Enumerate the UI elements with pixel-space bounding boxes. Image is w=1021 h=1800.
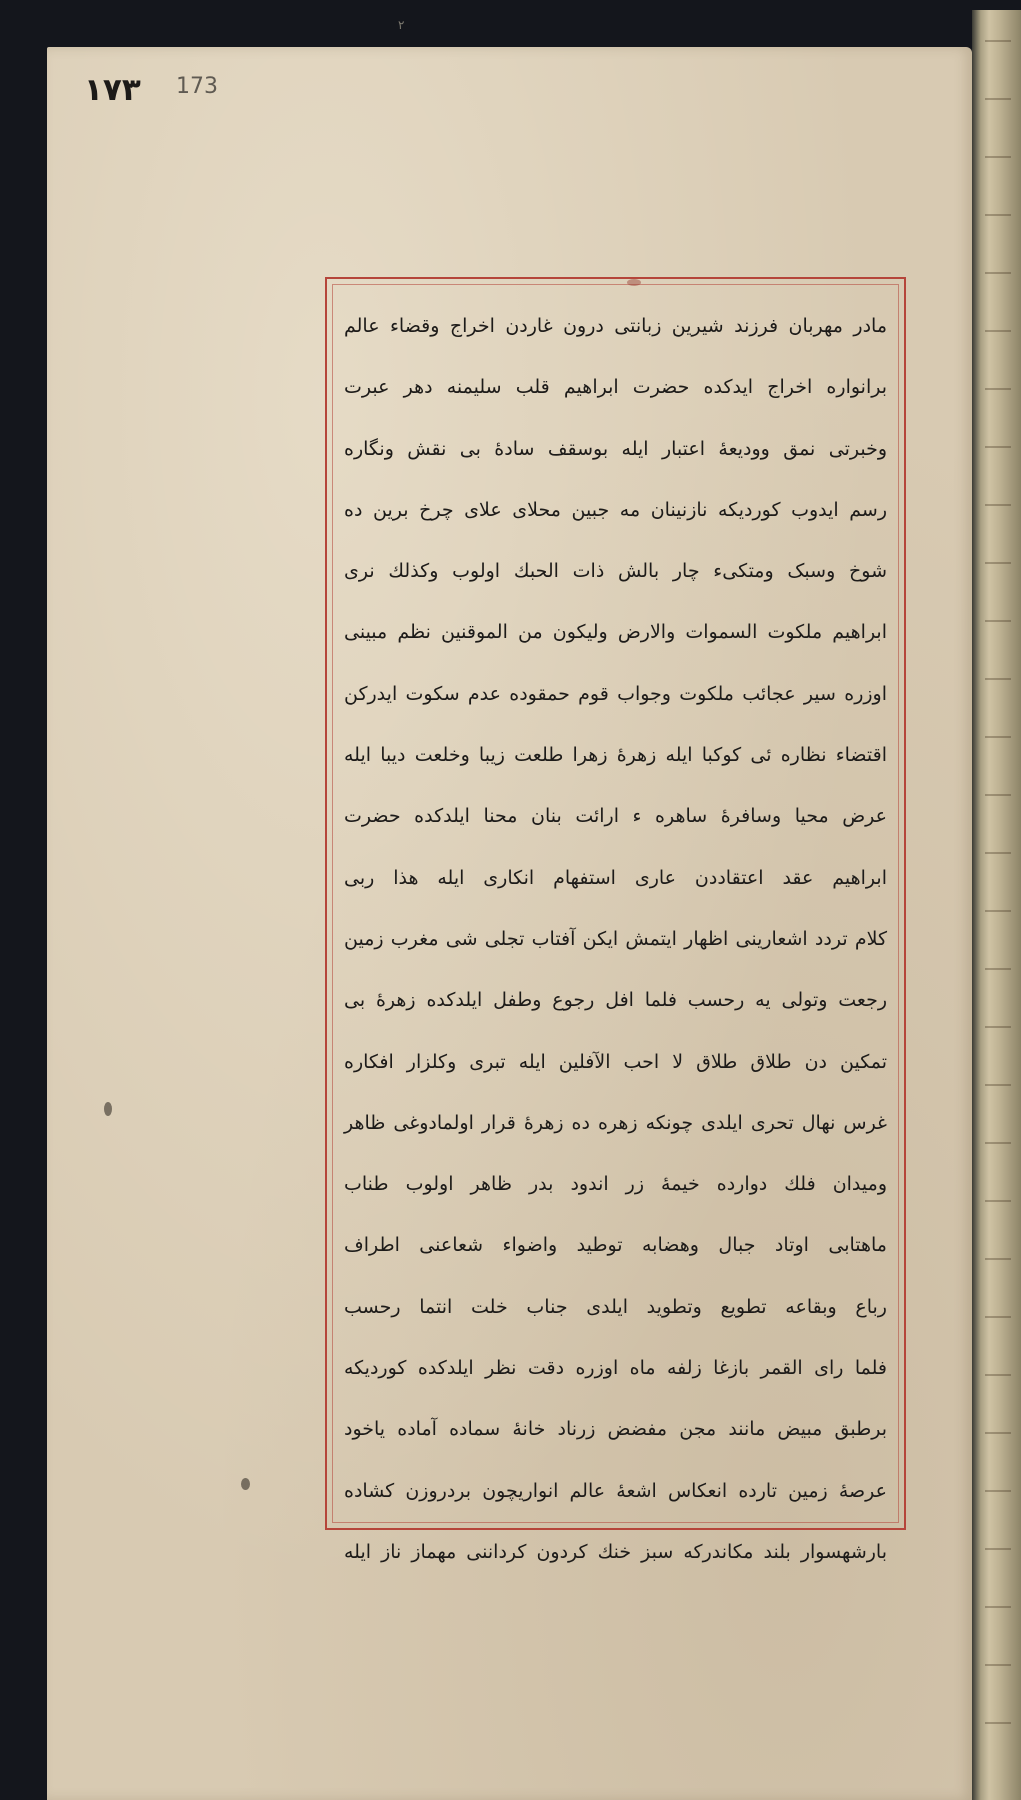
folio-number-ink: ١٧٣ xyxy=(84,72,141,108)
folio-number-pencil: 173 xyxy=(176,74,218,99)
text-line: عرصۀ زمین تارده انعکاس اشعۀ عالم انواریچون بردروزن کشاده xyxy=(344,1479,887,1502)
text-line: اوزره سیر عجائب ملکوت وجواب قوم حمقوده عدم سکوت ایدرکن xyxy=(344,682,887,705)
ink-blot xyxy=(627,279,641,286)
text-line: ماهتابی اوتاد جبال وهضابه توطید واضواء شعاعنی اطراف xyxy=(344,1234,887,1257)
text-line: عرض محیا وسافرۀ ساهره ء ارائت بنان محنا ایلدکده حضرت xyxy=(344,805,887,828)
text-line: شوخ وسبک ومتکیء چار بالش ذات الحبك اولوب وکذلك نری xyxy=(344,560,887,583)
adjacent-page-text-lines xyxy=(985,40,1011,1780)
ink-blot xyxy=(104,1102,112,1116)
text-block xyxy=(334,296,897,1583)
text-line: برانواره اخراج ایدکده حضرت ابراهیم قلب سلیمنه دهر عبرت xyxy=(344,376,887,399)
text-line: اقتضاء نظاره ئی کوکبا ایله زهرۀ زهرا طلعت زیبا وخلعت دیبا ایله xyxy=(344,744,887,767)
text-line: ابراهیم عقد اعتقاددن عاری استفهام انکاری ایله هذا ربی xyxy=(344,866,887,889)
text-line: رجعت وتولی یه رحسب فلما افل رجوع وطفل ایلدکده زهرۀ بی xyxy=(344,989,887,1012)
text-line: ابراهیم ملکوت السموات والارض ولیکون من الموقنین نظم مبینی xyxy=(344,621,887,644)
text-line: بارشهسوار بلند مکاندرکه سبز خنك کردون کرداننی مهماز ناز ایله xyxy=(344,1540,887,1563)
text-line: فلما رای القمر بازغا زلفه ماه اوزره دقت نظر ایلدکده کوردیکه xyxy=(344,1357,887,1380)
text-line: تمکین دن طلاق طلاق لا احب الآفلین ایله تبری وکلزار افکاره xyxy=(344,1050,887,1073)
text-line: مادر مهربان فرزند شیرین زبانتی درون غاردن اخراج وقضاء عالم xyxy=(344,315,887,337)
text-line: کلام تردد اشعارینی اظهار ایتمش ایکن آفتاب تجلی شی مغرب زمین xyxy=(344,927,887,950)
text-line: غرس نهال تحری ایلدی چونکه زهره ده زهرۀ قرار اولمادوغی ظاهر xyxy=(344,1111,887,1134)
text-line: رسم ایدوب کوردیکه نازنینان مه جبین محلای علای چرخ برین ده xyxy=(344,498,887,521)
top-mark: ٢ xyxy=(398,18,405,32)
adjacent-page-edge xyxy=(972,10,1021,1800)
ink-blot xyxy=(241,1478,250,1490)
text-line: رباع وبقاعه تطویع وتطوید ایلدی جناب خلت انتما رحسب xyxy=(344,1295,887,1318)
text-line: ومیدان فلك دوارده خیمۀ زر اندود بدر ظاهر اولوب طناب xyxy=(344,1173,887,1196)
text-line: برطبق مبیض مانند مجن مفضض زرناد خانۀ سماده آماده یاخود xyxy=(344,1418,887,1441)
text-line: وخبرتی نمق وودیعۀ اعتبار ایله بوسقف سادۀ بی نقش ونگاره xyxy=(344,437,887,460)
